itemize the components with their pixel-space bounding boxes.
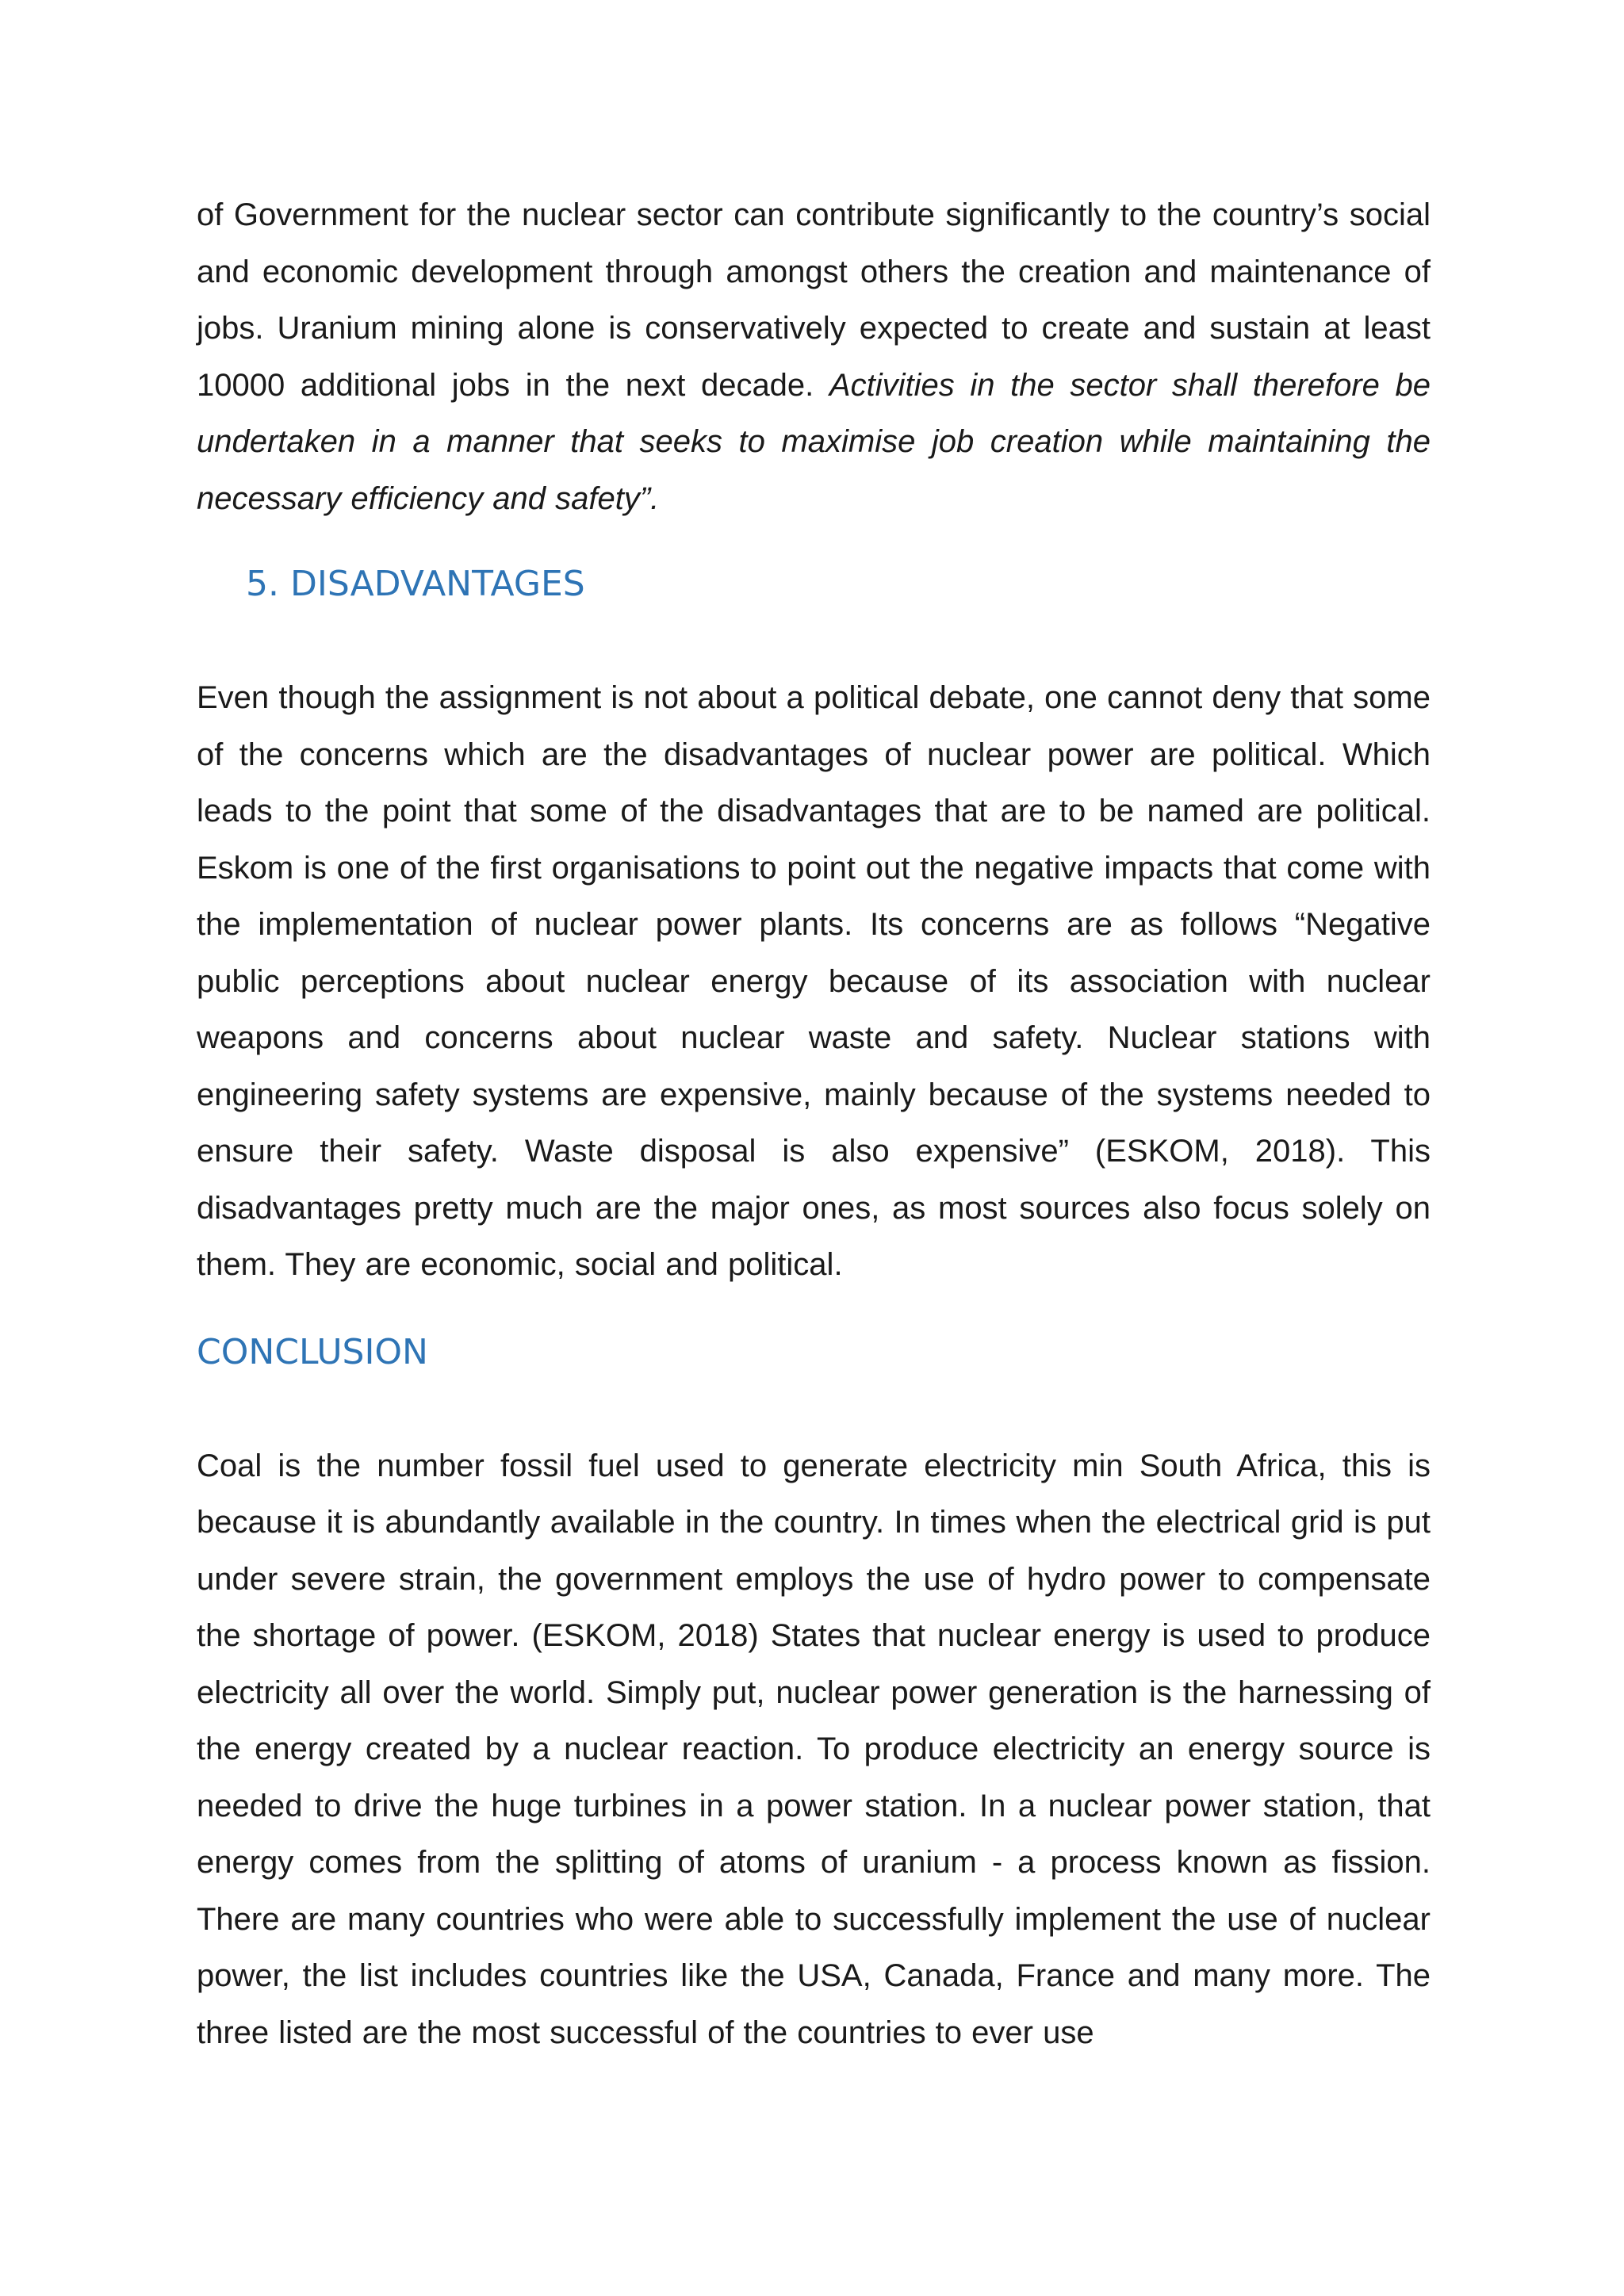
intro-paragraph: [197, 187, 1431, 527]
intro-text: of Government for the nuclear sector can contribute significantly to the country’s social and economic development through amongst others the creation and maintenance of jobs. Uranium mining alone is conservatively expected to create and sustain at least 10000 additional jobs in the next decade.: [197, 197, 1431, 403]
conclusion-paragraph: Coal is the number fossil fuel used to generate electricity min South Africa, this is because it is abundantly available in the country. In times when the electrical grid is put under severe strain, the government employs the use of hydro power to compensate the shortage of power. (ESKOM, 2018) States that nuclear energy is used to produce electricity all over the world. Simply put, nuclear power generation is the harnessing of the energy created by a nuclear reaction. To produce electricity an energy source is needed to drive the huge turbines in a power station. In a nuclear power station, that energy comes from the splitting of atoms of uranium - a process known as fission. There are many countries who were able to successfully implement the use of nuclear power, the list includes countries like the USA, Canada, France and many more. The three listed are the most successful of the countries to ever use: [197, 1448, 1431, 2050]
intro-italic-quote: Activities in the sector shall therefore be undertaken in a manner that seeks to maximise job creation while maintaining the necessary efficiency and safety”.: [197, 367, 1431, 516]
conclusion-heading: CONCLUSION: [197, 1331, 428, 1372]
disadvantages-heading: 5. DISADVANTAGES: [246, 564, 585, 604]
disadvantages-paragraph: Even though the assignment is not about a political debate, one cannot deny that some of the concerns which are the disadvantages of nuclear power are political. Which leads to the point that some of the disadvantages that are to be named are political. Eskom is one of the first organisations to point out the negative impacts that come with the implementation of nuclear power plants. Its concerns are as follows “Negative public perceptions about nuclear energy because of its association with nuclear weapons and concerns about nuclear waste and safety. Nuclear stations with engineering safety systems are expensive, mainly because of the systems needed to ensure their safety. Waste disposal is also expensive” (ESKOM, 2018). This disadvantages pretty much are the major ones, as most sources also focus solely on them. They are economic, social and political.: [197, 680, 1431, 1282]
page-content: [197, 187, 1431, 2061]
